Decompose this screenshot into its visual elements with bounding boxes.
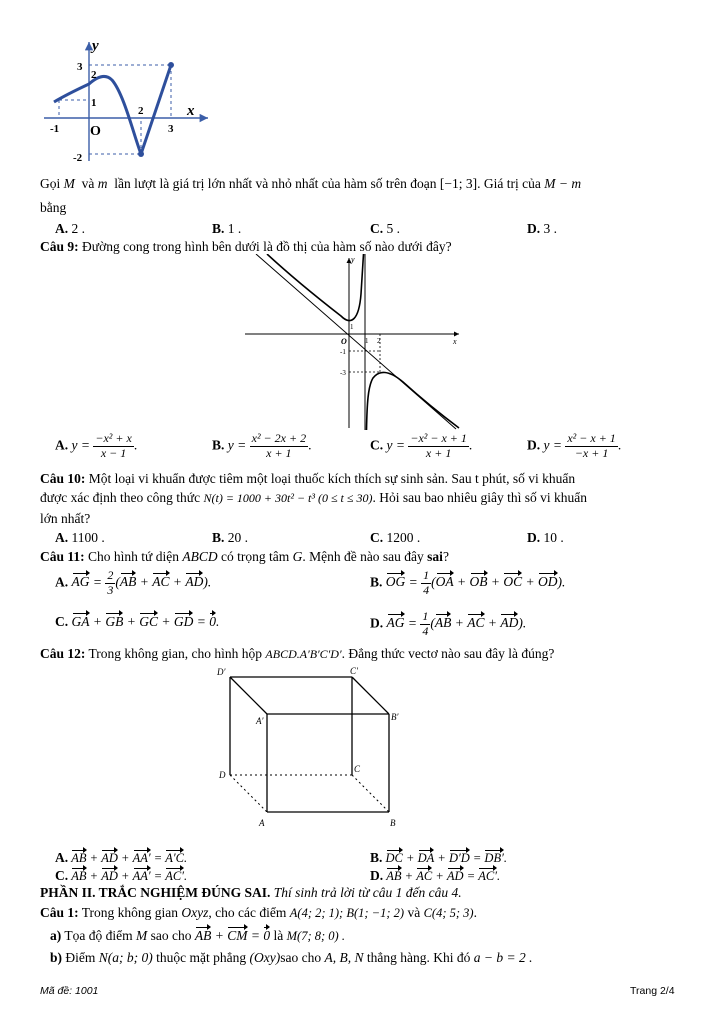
axis-x-label: x xyxy=(187,103,195,119)
q9-option-d[interactable]: D. y = $\frac{\text{x² − x + 1}}{-x + 1}$ . xyxy=(527,431,622,460)
q11-option-b[interactable]: B. OG = $\frac{1}{4}$ (OA + OB + OC + OD). xyxy=(370,568,566,597)
q10-option-d[interactable]: D. 10 . xyxy=(527,530,564,545)
q12-option-c[interactable]: C. AB + AD + AA′ = AC′. xyxy=(55,868,188,883)
tick-x3: 3 xyxy=(168,123,174,135)
exam-code: Mã đề: 1001 xyxy=(40,985,99,997)
q8-stem: Gọi M và m lần lượt là giá trị lớn nhất và nhỏ nhất của hàm số trên đoạn [−1; 3]. Giá trị của M − m xyxy=(40,176,582,191)
svg-text:A′: A′ xyxy=(256,716,264,726)
q11-option-c[interactable]: C. GA + GB + GC + GD = 0. xyxy=(55,614,220,629)
svg-text:x: x xyxy=(453,337,457,346)
tick-xneg1: -1 xyxy=(50,123,60,135)
q11-option-a[interactable]: A. AG = $\frac{2}{3}$ (AB + AC + AD). xyxy=(55,568,212,597)
q9-branch-right xyxy=(367,372,460,430)
svg-text:1: 1 xyxy=(365,337,369,345)
axis-y-label: y xyxy=(92,38,99,54)
q11-stem: Câu 11: Cho hình tứ diện ABCD có trọng tâm G. Mệnh đề nào sau đây sai? xyxy=(40,549,449,564)
svg-text:B′: B′ xyxy=(391,712,399,722)
page-number: Trang 2/4 xyxy=(630,985,675,997)
q12-stem: Câu 12: Trong không gian, cho hình hộp ABCD.A′B′C′D′. Đẳng thức vectơ nào sau đây là đúng? xyxy=(40,646,555,661)
svg-text:D: D xyxy=(219,770,226,780)
svg-text:y: y xyxy=(351,255,355,264)
origin-label: O xyxy=(90,124,101,139)
tick-x2: 2 xyxy=(138,105,144,117)
q12-option-a[interactable]: A. AB + AD + AA′ = A′C. xyxy=(55,850,188,865)
q8-option-b[interactable]: B. 1 . xyxy=(212,221,242,236)
tick-y1: 1 xyxy=(91,97,97,109)
q10-option-a[interactable]: A. 1100 . xyxy=(55,530,105,545)
q10-line3: lớn nhất? xyxy=(40,511,91,526)
q12-box-figure xyxy=(212,664,412,834)
q12-option-b[interactable]: B. DC + DA + D′D = DB′. xyxy=(370,850,507,865)
q9-option-a[interactable]: A. y = $\frac{\text{−x² + x}}{x - 1}$ . xyxy=(55,431,138,460)
part2-q1-statement-b[interactable]: b) Điểm N(a; b; 0) thuộc mặt phẳng (Oxy)sao cho A, B, N thẳng hàng. Khi đó a − b = 2 . xyxy=(50,950,533,965)
svg-text:-1: -1 xyxy=(340,348,346,356)
svg-text:A: A xyxy=(259,818,265,828)
svg-text:-3: -3 xyxy=(340,369,346,377)
svg-text:C: C xyxy=(354,764,361,774)
svg-text:B: B xyxy=(390,818,396,828)
part2-heading: PHẦN II. TRẮC NGHIỆM ĐÚNG SAI. Thí sinh trả lời từ câu 1 đến câu 4. xyxy=(40,885,462,900)
part2-q1-stem: Câu 1: Trong không gian Oxyz, cho các điểm A(4; 2; 1); B(1; −1; 2) và C(4; 5; 3). xyxy=(40,905,477,920)
q9-graph xyxy=(243,254,465,430)
q9-option-b[interactable]: B. y = $\frac{\text{x² − 2x + 2}}{x + 1}$ . xyxy=(212,431,312,460)
q8-option-d[interactable]: D. 3 . xyxy=(527,221,557,236)
svg-text:1: 1 xyxy=(350,323,354,331)
q8-curve xyxy=(54,77,141,154)
tick-y2: 2 xyxy=(91,69,97,81)
q10-line1: Câu 10: Một loại vi khuẩn được tiêm một loại thuốc kích thích sự sinh sản. Sau t phút, số vi khuẩn xyxy=(40,471,576,486)
q10-option-c[interactable]: C. 1200 . xyxy=(370,530,421,545)
q12-option-d[interactable]: D. AB + AC + AD = AC′. xyxy=(370,868,501,883)
q8-option-c[interactable]: C. 5 . xyxy=(370,221,400,236)
svg-text:O: O xyxy=(341,337,347,346)
q11-option-d[interactable]: D. AG = $\frac{1}{4}$ (AB + AC + AD). xyxy=(370,609,527,638)
svg-text:D′: D′ xyxy=(217,667,226,677)
svg-text:C′: C′ xyxy=(350,666,358,676)
tick-yneg2: -2 xyxy=(73,152,83,164)
q9-stem: Câu 9: Đường cong trong hình bên dưới là đồ thị của hàm số nào dưới đây? xyxy=(40,239,452,254)
part2-q1-statement-a[interactable]: a) Tọa độ điểm M sao cho AB + CM = 0 là M(7; 8; 0) . xyxy=(50,928,345,943)
q9-option-c[interactable]: C. y = $\frac{\text{−x² − x + 1}}{x + 1}$ . xyxy=(370,431,473,460)
q10-option-b[interactable]: B. 20 . xyxy=(212,530,249,545)
svg-text:2: 2 xyxy=(377,337,381,345)
q8-graph xyxy=(40,36,215,171)
q8-stem-end: bằng xyxy=(40,200,67,215)
tick-y3: 3 xyxy=(77,61,83,73)
q10-line2: được xác định theo công thức N(t) = 1000 + 30t² − t³ (0 ≤ t ≤ 30). Hỏi sau bao nhiêu giây thì số vi khuẩn xyxy=(40,490,587,505)
q8-option-a[interactable]: A. 2 . xyxy=(55,221,85,236)
